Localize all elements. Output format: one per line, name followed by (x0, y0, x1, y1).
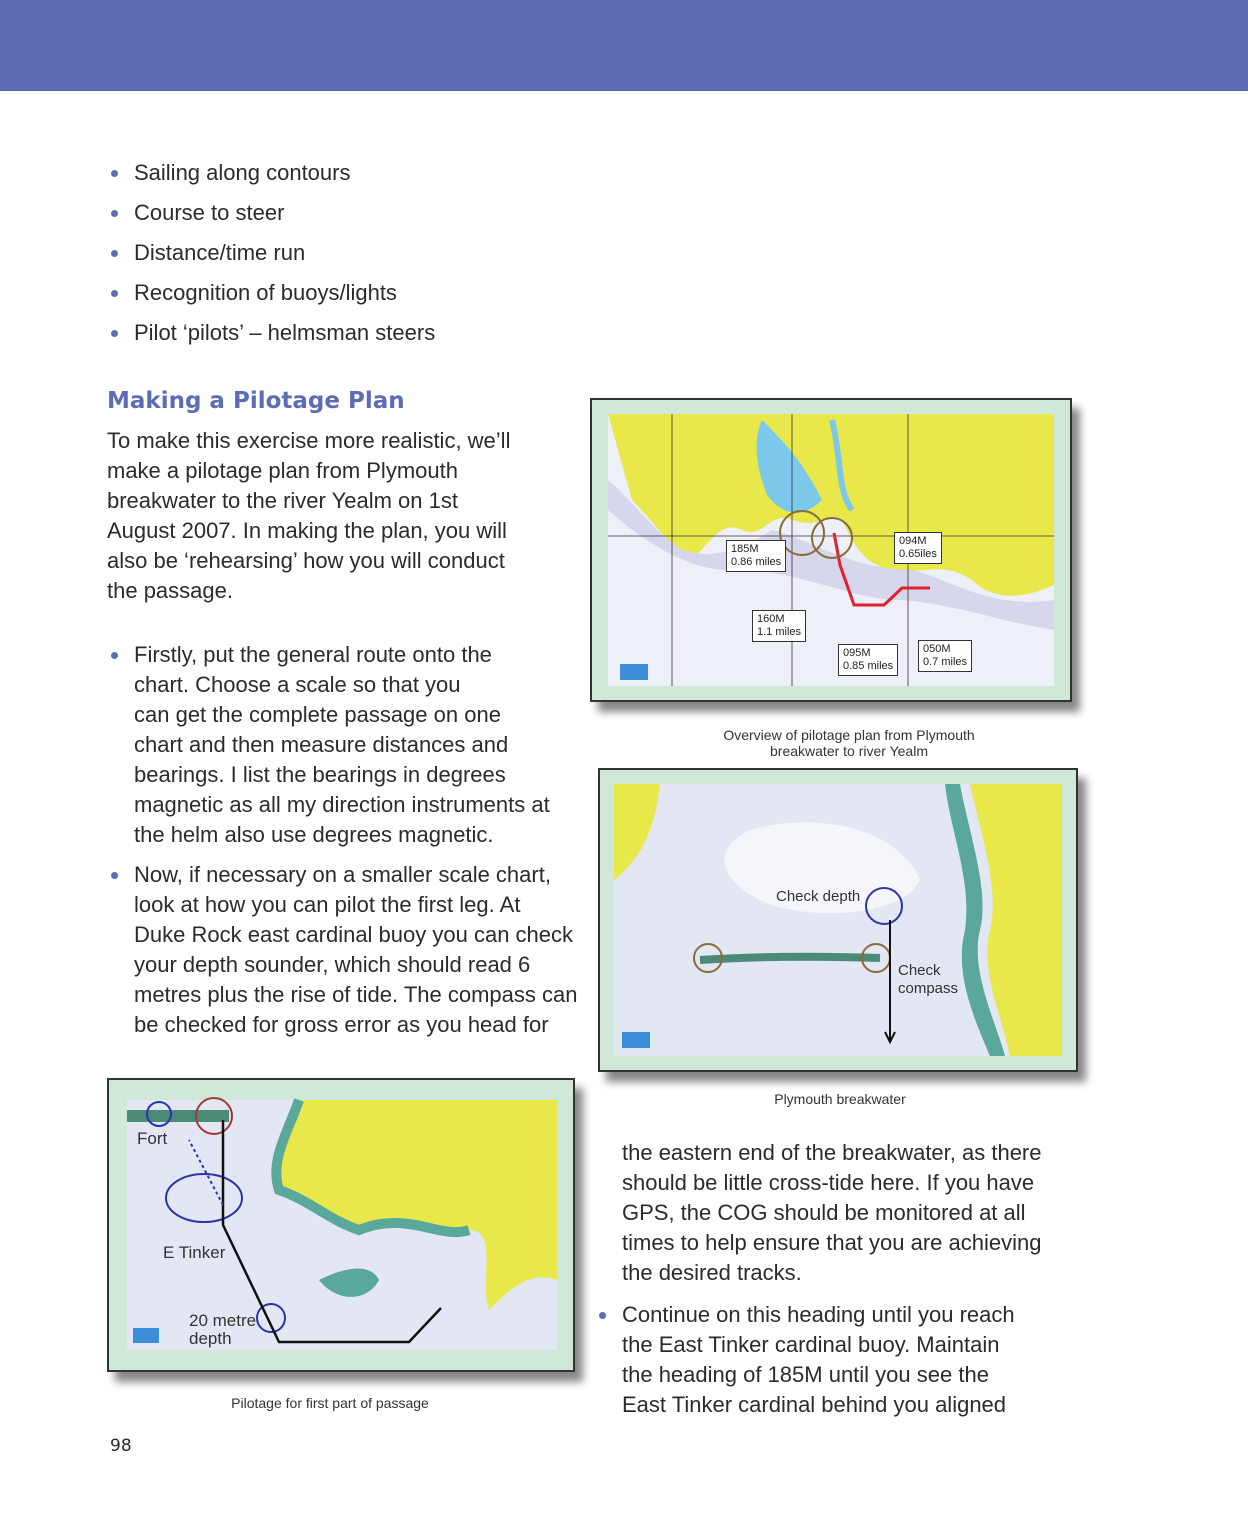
breakwater-chart-figure (598, 768, 1078, 1072)
overview-chart-figure (590, 398, 1072, 702)
text-line: August 2007. In making the plan, you will (107, 518, 507, 543)
text-line: bearings. I list the bearings in degrees (134, 762, 506, 787)
depth-label: 20 metre (189, 1311, 257, 1330)
text-line: chart and then measure distances and (134, 732, 509, 757)
bullet-icon (111, 652, 118, 659)
check-compass-label: compass (898, 980, 959, 997)
text-line: can get the complete passage on one (134, 702, 501, 727)
depth-label: depth (189, 1329, 232, 1348)
leg-bearing: 095M (843, 647, 871, 659)
text-line: make a pilotage plan from Plymouth (107, 458, 458, 483)
bullet-icon (111, 250, 118, 257)
header-band (0, 0, 1248, 91)
first-leg-chart-figure (107, 1078, 575, 1372)
first-leg-chart (109, 1080, 573, 1370)
text-line: the eastern end of the breakwater, as there (622, 1140, 1042, 1165)
bullet-icon (111, 170, 118, 177)
text-line: Now, if necessary on a smaller scale chart, (134, 862, 551, 887)
figure2-caption: Plymouth breakwater (774, 1091, 906, 1107)
bullet-icon (599, 1312, 606, 1319)
text-line: magnetic as all my direction instruments at (134, 792, 550, 817)
text-line: your depth sounder, which should read 6 (134, 952, 531, 977)
leg-distance: 0.86 miles (731, 556, 782, 568)
bullet-icon (111, 330, 118, 337)
text-line: Firstly, put the general route onto the (134, 642, 492, 667)
leg-bearing: 185M (731, 543, 759, 555)
leg-distance: 0.7 miles (923, 656, 968, 668)
fort-label: Fort (137, 1129, 168, 1148)
text-line: GPS, the COG should be monitored at all (622, 1200, 1026, 1225)
text-line: To make this exercise more realistic, we’ll (107, 428, 511, 453)
text-line: the passage. (107, 578, 233, 603)
bullet-item: Recognition of buoys/lights (134, 280, 397, 305)
text-line: the East Tinker cardinal buoy. Maintain (622, 1332, 1000, 1357)
bullet-icon (111, 872, 118, 879)
figure1-caption (690, 727, 1008, 759)
leg-bearing: 094M (899, 535, 927, 547)
text-line: chart. Choose a scale so that you (134, 672, 461, 697)
text-line: also be ‘rehearsing’ how you will conduct (107, 548, 505, 573)
figure3-caption: Pilotage for first part of passage (231, 1395, 429, 1411)
breakwater-chart (600, 770, 1076, 1070)
text-line: the desired tracks. (622, 1260, 802, 1285)
check-compass-label: Check (898, 962, 941, 979)
caption-line: Overview of pilotage plan from Plymouth (723, 727, 975, 743)
leg-distance: 1.1 miles (757, 626, 802, 638)
page-number: 98 (110, 1436, 132, 1456)
text-line: Continue on this heading until you reach (622, 1302, 1015, 1327)
check-depth-label: Check depth (776, 888, 861, 905)
text-line: the heading of 185M until you see the (622, 1362, 989, 1387)
section-heading: Making a Pilotage Plan (107, 388, 405, 414)
caption-line: breakwater to river Yealm (770, 743, 928, 759)
text-line: metres plus the rise of tide. The compass can (134, 982, 578, 1007)
bullet-item: Pilot ‘pilots’ – helmsman steers (134, 320, 436, 345)
text-line: the helm also use degrees magnetic. (134, 822, 494, 847)
bullet-item: Course to steer (134, 200, 285, 225)
text-line: Duke Rock east cardinal buoy you can check (134, 922, 574, 947)
leg-bearing: 160M (757, 613, 785, 625)
leg-distance: 0.65iles (899, 548, 937, 560)
text-line: East Tinker cardinal behind you aligned (622, 1392, 1007, 1417)
overview-chart (592, 400, 1070, 700)
text-line: be checked for gross error as you head for (134, 1012, 549, 1037)
bullet-item: Sailing along contours (134, 160, 351, 185)
text-line: look at how you can pilot the first leg. At (134, 892, 521, 917)
bullet-item: Distance/time run (134, 240, 306, 265)
text-line: should be little cross-tide here. If you have (622, 1170, 1035, 1195)
e-tinker-label: E Tinker (163, 1243, 226, 1262)
leg-distance: 0.85 miles (843, 660, 894, 672)
leg-bearing: 050M (923, 643, 951, 655)
text-line: times to help ensure that you are achieving (622, 1230, 1042, 1255)
bullet-icon (111, 210, 118, 217)
bullet-icon (111, 290, 118, 297)
text-line: breakwater to the river Yealm on 1st (107, 488, 458, 513)
